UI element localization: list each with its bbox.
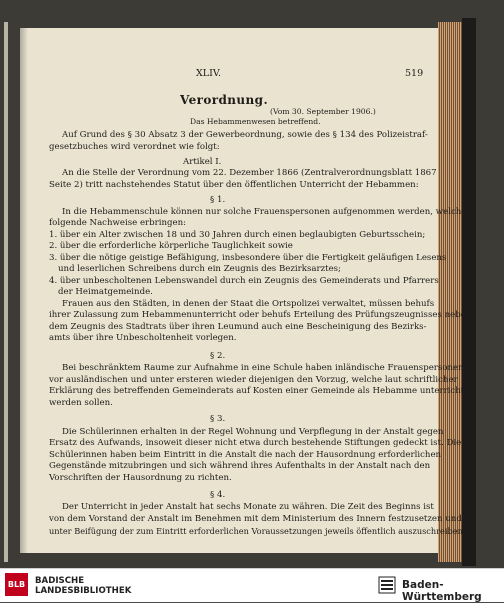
section-line: folgende Nachweise erbringen: — [49, 218, 187, 228]
gutter-shadow — [20, 28, 28, 553]
state-name[interactable]: Baden-Württemberg — [402, 579, 482, 603]
page-number: 519 — [405, 68, 424, 79]
list-item: 2. über die erforderliche körperliche Tauglichkeit sowie — [49, 241, 293, 251]
viewer-footer — [0, 568, 504, 602]
section-heading: § 3. — [210, 414, 226, 424]
page-title: Verordnung. — [180, 93, 269, 107]
section-line: Ersatz des Aufwands, insoweit dieser nicht etwa durch bestehende Stiftungen gedeckt ist. Die — [49, 438, 462, 448]
article-line: An die Stelle der Verordnung vom 22. Dezember 1866 (Zentralverordnungsblatt 1867 — [62, 168, 437, 178]
section-line: werden sollen. — [49, 398, 113, 408]
library-name-line2: LANDESBIBLIOTHEK — [35, 586, 132, 596]
article-line: Seite 2) tritt nachstehendes Statut über den öffentlichen Unterricht der Hebammen: — [49, 180, 419, 190]
coat-of-arms-icon — [378, 576, 396, 594]
library-name[interactable] — [35, 576, 131, 596]
list-item: 4. über unbescholtenen Lebenswandel durch ein Zeugnis des Gemeinderats und Pfarrers — [49, 276, 439, 286]
section-line: Frauen aus den Städten, in denen der Staat die Ortspolizei verwaltet, müssen behufs — [62, 299, 435, 309]
preamble-line: gesetzbuches wird verordnet wie folgt: — [49, 142, 220, 152]
list-item: 1. über ein Alter zwischen 18 und 30 Jahren durch einen beglaubigten Geburtsschein; — [49, 230, 426, 240]
blb-logo[interactable]: BLB — [5, 573, 28, 596]
section-line: Vorschriften der Hausordnung zu richten. — [49, 473, 232, 483]
library-name-line1: BADISCHE — [35, 576, 85, 586]
list-item-continuation: und leserlichen Schreibens durch ein Zeugnis des Bezirksarztes; — [58, 264, 341, 274]
decree-subtitle: Das Hebammenwesen betreffend. — [190, 117, 321, 126]
section-line: amts über ihre Unbescholtenheit vorlegen. — [49, 333, 237, 343]
section-heading: § 4. — [210, 490, 226, 500]
section-line: vor ausländischen und unter ersteren wieder diejenigen den Vorzug, welche laut schriftlicher — [49, 375, 458, 385]
list-item: 3. über die nötige geistige Befähigung, insbesondere über die Fertigkeit geläufigen Lesens — [49, 253, 447, 263]
list-item-continuation: der Heimatgemeinde. — [58, 287, 153, 297]
section-line: Erklärung des betreffenden Gemeinderats auf Kosten einer Gemeinde als Hebamme unterrichtet — [49, 386, 473, 396]
section-heading: § 2. — [210, 351, 226, 361]
page-stack-edge — [438, 22, 462, 562]
section-line: unter Beifügung der zum Eintritt erforderlichen Voraussetzungen jeweils öffentlich auszuschreiben. — [49, 526, 466, 536]
section-line: Der Unterricht in jeder Anstalt hat sechs Monate zu währen. Die Zeit des Beginns ist — [62, 502, 434, 512]
section-line: Bei beschränktem Raume zur Aufnahme in eine Schule haben inländische Frauenspersonen — [62, 363, 464, 373]
book-cover-edge — [462, 18, 476, 566]
section-line: ihrer Zulassung zum Hebammenunterricht oder behufs Erteilung des Prüfungszeugnisses neben — [49, 310, 472, 320]
section-line: Gegenstände mitzubringen und sich während ihres Aufenthalts in der Anstalt nach den — [49, 461, 431, 471]
left-page-edge — [4, 22, 8, 562]
section-line: Schülerinnen haben beim Eintritt in die Anstalt die nach der Hausordnung erforderlichen — [49, 450, 442, 460]
section-heading: § 1. — [210, 195, 226, 205]
section-line: von dem Vorstand der Anstalt im Benehmen mit dem Ministerium des Innern festzusetzen und — [49, 514, 462, 524]
article-heading: Artikel I. — [183, 157, 222, 167]
section-line: In die Hebammenschule können nur solche Frauenspersonen aufgenommen werden, welche — [62, 207, 467, 217]
section-line: Die Schülerinnen erhalten in der Regel Wohnung und Verpflegung in der Anstalt gegen — [62, 427, 444, 437]
preamble-line: Auf Grund des § 30 Absatz 3 der Gewerbeordnung, sowie des § 134 des Polizeistraf- — [62, 130, 428, 140]
decree-date: (Vom 30. September 1906.) — [270, 107, 376, 116]
section-line: dem Zeugnis des Stadtrats über ihren Leumund auch eine Bescheinigung des Bezirks- — [49, 322, 427, 332]
running-header: XLIV. — [196, 68, 222, 79]
